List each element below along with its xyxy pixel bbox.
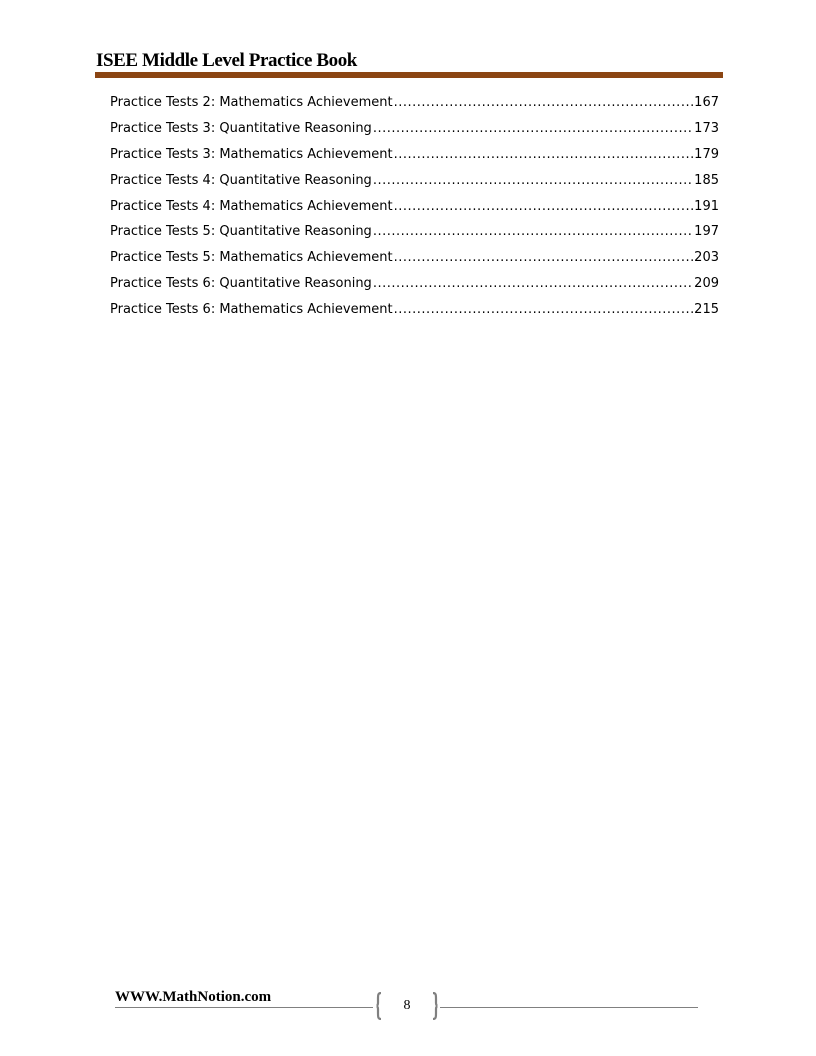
toc-entry-page: 215 [694, 302, 719, 318]
toc-entry-page: 179 [694, 146, 719, 162]
toc-entry[interactable] [110, 147, 719, 173]
toc-entry-page: 185 [694, 172, 719, 188]
toc-entry[interactable] [110, 121, 719, 147]
toc-entry-title: Practice Tests 4: Quantitative Reasoning [110, 172, 372, 188]
table-of-contents [110, 95, 719, 328]
footer-rule-right [440, 1007, 698, 1008]
toc-entry[interactable] [110, 250, 719, 276]
toc-entry[interactable] [110, 95, 719, 121]
toc-entry[interactable] [110, 276, 719, 302]
toc-entry-title: Practice Tests 3: Quantitative Reasoning [110, 120, 372, 136]
toc-dot-leader [394, 250, 694, 265]
toc-entry[interactable] [110, 173, 719, 199]
toc-dot-leader [373, 224, 693, 239]
toc-entry-page: 203 [694, 250, 719, 266]
toc-dot-leader [394, 302, 694, 317]
toc-entry[interactable] [110, 302, 719, 328]
left-bracket-icon [376, 992, 382, 1020]
footer-rule-left [115, 1007, 373, 1008]
toc-entry-page: 197 [694, 224, 719, 240]
right-bracket-icon [432, 992, 438, 1020]
running-header-title: ISEE Middle Level Practice Book [96, 50, 357, 71]
header-divider [95, 72, 723, 78]
toc-entry[interactable] [110, 199, 719, 225]
toc-dot-leader [394, 147, 694, 162]
toc-entry-page: 191 [694, 198, 719, 214]
toc-dot-leader [394, 199, 694, 214]
toc-entry-page: 209 [694, 276, 719, 292]
toc-entry-title: Practice Tests 4: Mathematics Achievement [110, 198, 393, 214]
toc-entry-title: Practice Tests 5: Mathematics Achievement [110, 250, 393, 266]
toc-entry-page: 167 [694, 95, 719, 110]
toc-dot-leader [394, 95, 694, 110]
toc-dot-leader [373, 276, 693, 291]
toc-entry-title: Practice Tests 5: Quantitative Reasoning [110, 224, 372, 240]
toc-entry[interactable] [110, 224, 719, 250]
toc-entry-title: Practice Tests 6: Quantitative Reasoning [110, 276, 372, 292]
toc-dot-leader [373, 173, 693, 188]
page-number: 8 [403, 998, 411, 1013]
toc-entry-page: 173 [694, 120, 719, 136]
toc-entry-title: Practice Tests 2: Mathematics Achievement [110, 95, 393, 110]
toc-entry-title: Practice Tests 6: Mathematics Achievement [110, 302, 393, 318]
toc-entry-title: Practice Tests 3: Mathematics Achievement [110, 146, 393, 162]
footer-website: WWW.MathNotion.com [115, 989, 272, 1005]
toc-dot-leader [373, 121, 693, 136]
